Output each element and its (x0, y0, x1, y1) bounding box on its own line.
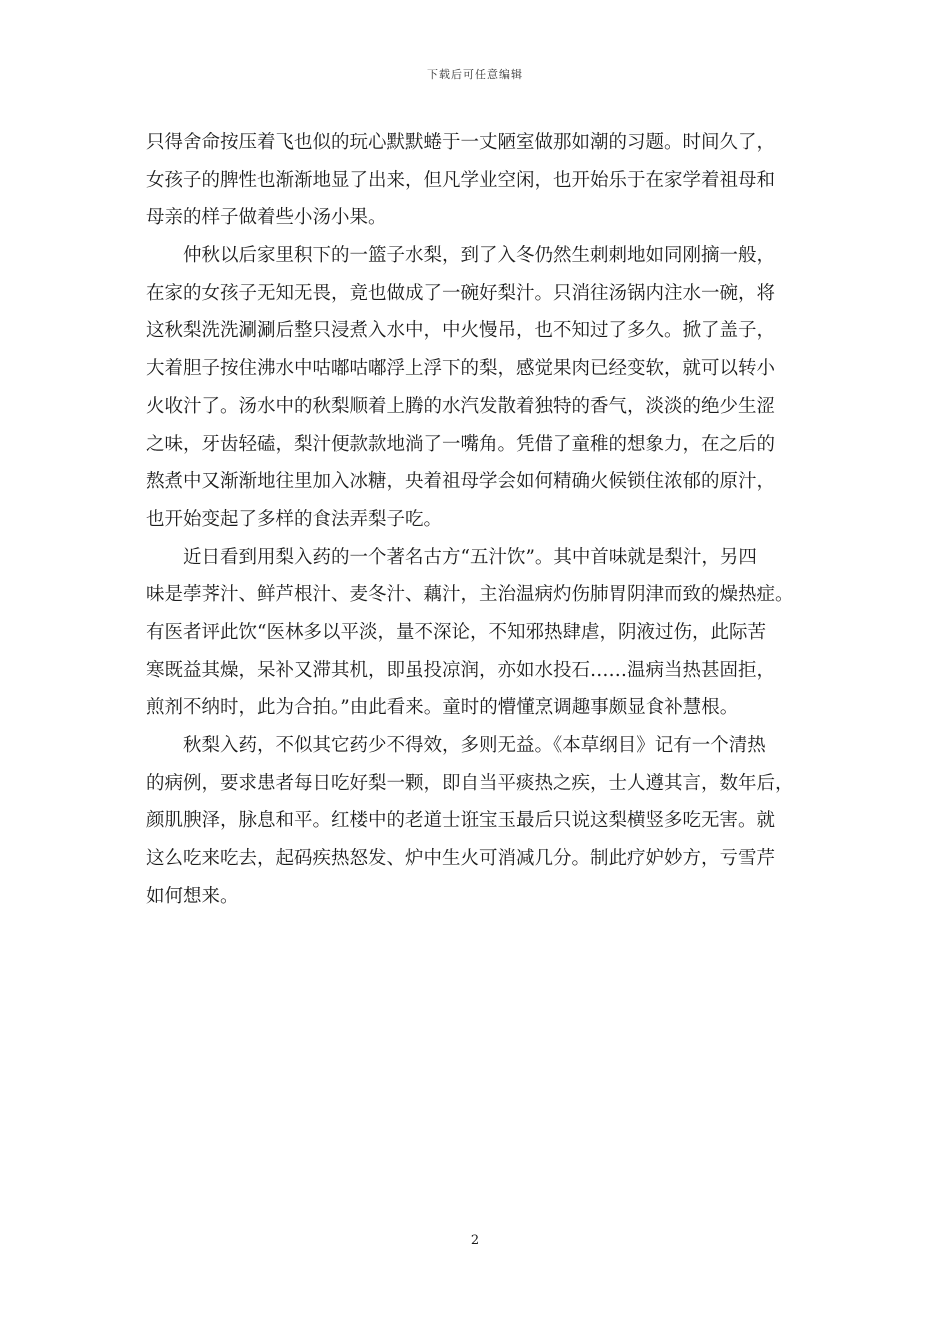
paragraph-start-line: 仲秋以后家里积下的一篮子水梨，到了入冬仍然生刺刺地如同刚摘一般， (183, 245, 776, 267)
paragraph-start-line: 近日看到用梨入药的一个著名古方“五汁饮”。其中首味就是梨汁，另四 (183, 546, 757, 568)
text-line: 也开始变起了多样的食法弄梨子吃。 (146, 508, 443, 530)
text-line: 的病例，要求患者每日吃好梨一颗，即自当平痰热之疾，士人遵其言，数年后， (146, 772, 794, 794)
text-line: 这么吃来吃去，起码疾热怒发、炉中生火可消减几分。制此疗妒妙方，亏雪芹 (146, 848, 776, 870)
paragraph-start-line: 秋梨入药，不似其它药少不得效，多则无益。《本草纲目》记有一个清热 (183, 735, 766, 756)
text-line: 大着胆子按住沸水中咕嘟咕嘟浮上浮下的梨，感觉果肉已经变软，就可以转小 (146, 358, 776, 380)
text-line: 如何想来。 (146, 885, 239, 907)
text-line: 寒既益其燥，呆补又滞其机，即虽投凉润，亦如水投石……温病当热甚固拒， (146, 659, 776, 681)
page-header: 下载后可任意编辑 (427, 68, 523, 81)
text-line: 煎剂不纳时，此为合拍。”由此看来。童时的懵懂烹调趣事颇显食补慧根。 (146, 697, 739, 719)
text-line: 火收汁了。汤水中的秋梨顺着上腾的水汽发散着独特的香气，淡淡的绝少生涩 (146, 395, 776, 417)
text-line: 这秋梨洗洗涮涮后整只浸煮入水中，中火慢吊，也不知过了多久。掀了盖子， (146, 320, 776, 342)
text-line: 母亲的样子做着些小汤小果。 (146, 207, 387, 229)
text-line: 在家的女孩子无知无畏，竟也做成了一碗好梨汁。只消往汤锅内注水一碗，将 (146, 282, 776, 304)
text-line: 熬煮中又渐渐地往里加入冰糖，央着祖母学会如何精确火候锁住浓郁的原汁， (146, 471, 776, 493)
text-line: 只得舍命按压着飞也似的玩心默默蜷于一丈陋室做那如潮的习题。时间久了， (146, 132, 776, 153)
page-number: 2 (470, 1233, 480, 1248)
text-line: 女孩子的脾性也渐渐地显了出来，但凡学业空闲，也开始乐于在家学着祖母和 (146, 169, 776, 191)
text-line: 颜肌腴泽，脉息和平。红楼中的老道士诳宝玉最后只说这梨横竖多吃无害。就 (146, 810, 776, 832)
body-text (146, 124, 818, 915)
text-line: 之味，牙齿轻磕，梨汁便款款地淌了一嘴角。凭借了童稚的想象力，在之后的 (146, 433, 776, 455)
text-line: 有医者评此饮“医林多以平淡，量不深论，不知邪热肆虐，阴液过伤，此际苦 (146, 621, 766, 643)
text-line: 味是荸荠汁、鲜芦根汁、麦冬汁、藕汁，主治温病灼伤肺胃阴津而致的燥热症。 (146, 584, 794, 606)
